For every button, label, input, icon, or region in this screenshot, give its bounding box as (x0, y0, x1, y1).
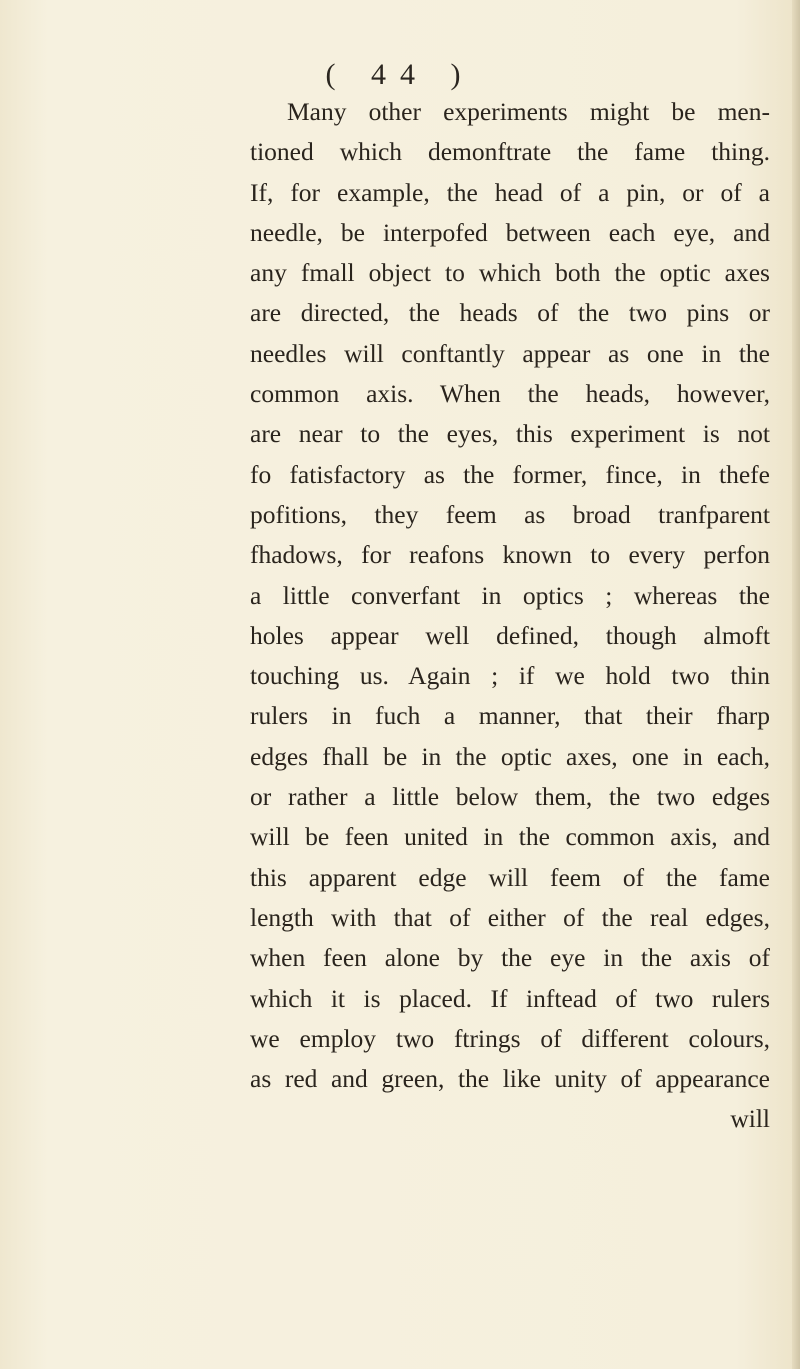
text-line: fhadows, for reafons known to every perfon (250, 540, 770, 570)
page-number: ( 44 ) (325, 58, 475, 91)
text-line: edges fhall be in the optic axes, one in each, (250, 741, 770, 771)
text-line: rulers in fuch a manner, that their fharp (250, 701, 770, 731)
text-line: common axis. When the heads, however, (250, 379, 770, 409)
text-line: needles will conftantly appear as one in the (250, 338, 770, 368)
text-line: pofitions, they feem as broad tranfparent (250, 499, 770, 529)
text-line: which it is placed. If inftead of two rulers (250, 983, 770, 1013)
body-text (250, 92, 770, 1140)
text-line: are near to the eyes, this experiment is not (250, 419, 770, 449)
text-line: this apparent edge will feem of the fame (250, 862, 770, 892)
text-line: a little converfant in optics ; whereas the (250, 580, 770, 610)
page-edge-shadow (792, 0, 800, 1369)
text-line: touching us. Again ; if we hold two thin (250, 661, 770, 691)
text-line: any fmall object to which both the optic axes (250, 258, 770, 288)
text-line: If, for example, the head of a pin, or of a (250, 177, 770, 207)
text-line: tioned which demonftrate the fame thing. (250, 137, 770, 167)
text-line: as red and green, the like unity of appearance (250, 1064, 770, 1094)
text-line: are directed, the heads of the two pins or (250, 298, 770, 328)
catchword: will (730, 1104, 770, 1134)
text-line: Many other experiments might be men- (287, 97, 770, 126)
text-line: length with that of either of the real edges, (250, 902, 770, 932)
text-line: holes appear well defined, though almoft (250, 620, 770, 650)
text-line: or rather a little below them, the two edges (250, 782, 770, 812)
text-line: we employ two ftrings of different colours, (250, 1023, 770, 1053)
text-line: fo fatisfactory as the former, fince, in thefe (250, 459, 770, 489)
text-line: will be feen united in the common axis, and (250, 822, 770, 852)
text-line: when feen alone by the eye in the axis of (250, 943, 770, 973)
text-line: needle, be interpofed between each eye, and (250, 217, 770, 247)
